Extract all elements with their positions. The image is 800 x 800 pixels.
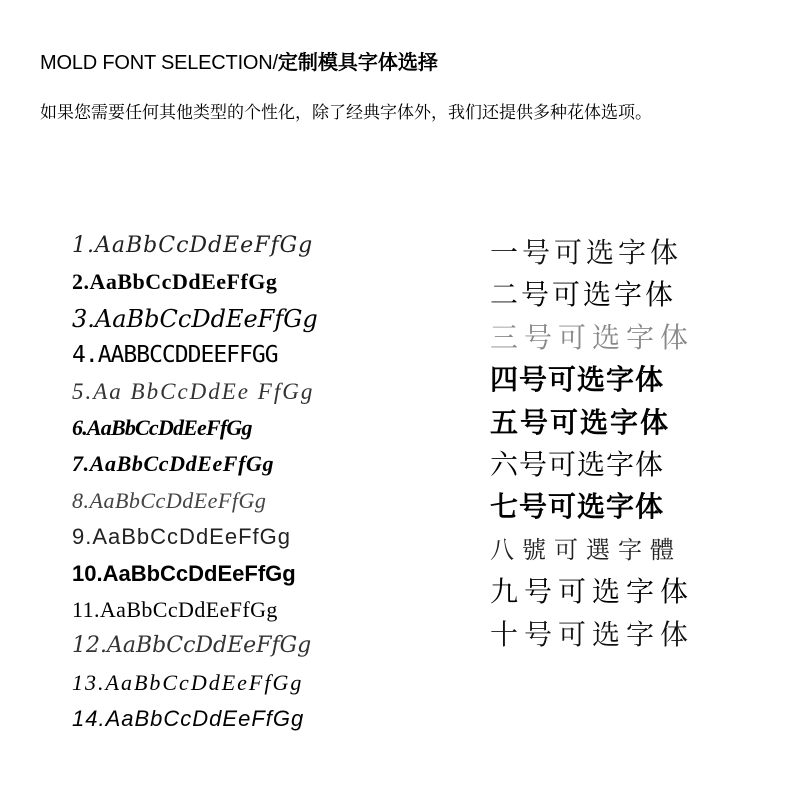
latin-font-sample: 3.AaBbCcDdEeFfGg [72,304,318,333]
title-chinese: 定制模具字体选择 [277,50,438,74]
latin-font-sample: 13.AaBbCcDdEeFfGg [72,669,304,695]
chinese-font-sample: 五号可选字体 [490,405,671,439]
page-title [40,46,438,75]
chinese-font-sample: 六号可选字体 [490,447,665,481]
latin-font-sample: 8.AaBbCcDdEeFfGg [72,487,267,513]
latin-font-sample: 9.AaBbCcDdEeFfGg [72,524,291,550]
intro-text: 如果您需要任何其他类型的个性化，除了经典字体外，我们还提供多种花体选项。 [40,103,652,123]
latin-font-sample: 2.AaBbCcDdEeFfGg [72,269,278,295]
latin-font-sample: 7.AaBbCcDdEeFfGg [72,451,275,477]
chinese-font-sample: 一号可选字体 [490,236,683,269]
latin-font-sample: 10.AaBbCcDdEeFfGg [72,560,296,586]
latin-font-sample: 12.AaBbCcDdEeFfGg [72,633,312,659]
chinese-font-list [490,232,790,656]
latin-font-sample: 6.AaBbCcDdEeFfGg [72,414,252,440]
chinese-font-sample: 七号可选字体 [490,490,665,524]
chinese-font-sample: 三号可选字体 [490,320,695,354]
latin-font-sample: 5.Aa BbCcDdEe FfGg [72,378,315,404]
chinese-font-sample: 四号可选字体 [490,363,665,397]
latin-font-sample: 4.AABBCCDDEEFFGG [72,342,278,369]
latin-font-sample: 11.AaBbCcDdEeFfGg [72,596,278,622]
chinese-font-sample: 八號可選字體 [490,535,682,564]
latin-font-sample: 1.AaBbCcDdEeFfGg [72,233,314,258]
chinese-font-sample: 九号可选字体 [490,575,695,609]
chinese-font-sample: 二号可选字体 [490,278,677,312]
latin-font-list [72,228,452,737]
title-english: MOLD FONT SELECTION/ [40,52,278,74]
chinese-font-sample: 十号可选字体 [490,617,695,651]
latin-font-sample: 14.AaBbCcDdEeFfGg [72,706,305,732]
